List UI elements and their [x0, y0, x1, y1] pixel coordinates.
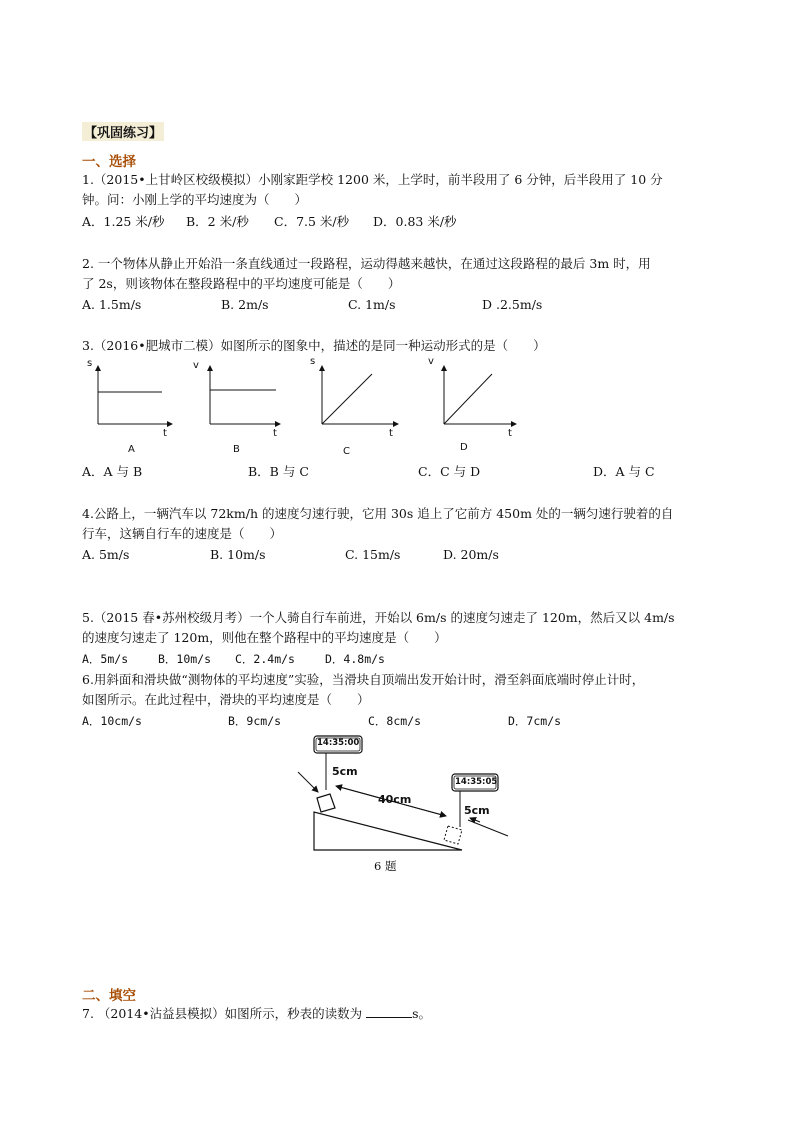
block-bottom	[444, 826, 462, 844]
graph-c-ylabel: s	[310, 356, 316, 367]
q7-answer-blank[interactable]	[366, 1006, 412, 1018]
q3-option-d: D．A 与 C	[593, 464, 655, 479]
graph-d-label: D	[460, 442, 468, 453]
q4-option-d: D. 20m/s	[443, 547, 499, 562]
q3-option-c: C．C 与 D	[418, 464, 481, 479]
q4-option-b: B. 10m/s	[210, 547, 266, 562]
graph-a	[98, 366, 172, 424]
top-block-length: 5cm	[332, 765, 358, 778]
q5-option-d: D．4.8m/s	[325, 652, 385, 666]
q1-line1: 1.（2015•上甘岭区校级模拟）小刚家距学校 1200 米，上学时，前半段用了 6 分钟，后半段用了 10 分	[82, 172, 663, 187]
graph-a-label: A	[128, 444, 135, 455]
q1-option-d: D．0.83 米/秒	[373, 214, 457, 229]
q1-option-c: C．7.5 米/秒	[274, 214, 350, 229]
figure-caption: 6 题	[374, 859, 397, 873]
q6-option-a: A．10cm/s	[82, 714, 142, 728]
q6-option-d: D．7cm/s	[508, 714, 562, 728]
q1-option-b: B．2 米/秒	[186, 214, 249, 229]
graph-b-label: B	[233, 444, 240, 455]
q3-line1: 3.（2016•肥城市二模）如图所示的图象中，描述的是同一种运动形式的是（ ）	[82, 338, 546, 353]
q4-option-a: A. 5m/s	[82, 547, 130, 562]
q4-line2: 行车，这辆自行车的速度是（ ）	[82, 526, 283, 541]
q4-option-c: C. 15m/s	[345, 547, 401, 562]
block-top	[317, 794, 335, 812]
section-title-fill: 二、填空	[82, 988, 136, 1004]
q3-option-a: A．A 与 B	[82, 464, 143, 479]
q3-option-b: B．B 与 C	[248, 464, 309, 479]
q2-option-b: B. 2m/s	[221, 297, 269, 312]
q2-option-a: A. 1.5m/s	[82, 297, 142, 312]
q5-line2: 的速度匀速走了 120m，则他在整个路程中的平均速度是（ ）	[82, 630, 447, 645]
q2-line2: 了 2s，则该物体在整段路程中的平均速度可能是（ ）	[82, 276, 401, 291]
q5-option-c: C．2.4m/s	[235, 652, 295, 666]
start-clock-time: 14:35:00	[317, 738, 360, 748]
graph-b-xlabel: t	[273, 428, 277, 439]
section-title-select: 一、选择	[82, 154, 136, 170]
q5-option-a: A．5m/s	[82, 652, 129, 666]
q4-line1: 4.公路上，一辆汽车以 72km/h 的速度匀速行驶，它用 30s 追上了它前方 450m 处的一辆匀速行驶着的自	[82, 506, 674, 521]
graph-d-ylabel: v	[428, 356, 434, 367]
q2-line1: 2. 一个物体从静止开始沿一条直线通过一段路程，运动得越来越快，在通过这段路程的最后 3m 时，用	[82, 256, 651, 271]
graph-d	[444, 366, 516, 424]
q6-option-b: B．9cm/s	[228, 714, 282, 728]
q7-unit: s。	[412, 1006, 431, 1021]
graph-a-xlabel: t	[163, 428, 167, 439]
graph-d-xlabel: t	[508, 428, 512, 439]
graph-c	[322, 366, 398, 424]
end-clock-time: 14:35:05	[455, 777, 498, 787]
graph-a-ylabel: s	[87, 358, 93, 369]
q5-option-b: B．10m/s	[158, 652, 212, 666]
q3-graphs	[80, 352, 540, 460]
q6-line1: 6.用斜面和滑块做“测物体的平均速度”实验，当滑块自顶端出发开始计时，滑至斜面底端时停止计时，	[82, 672, 645, 687]
bottom-block-length: 5cm	[464, 804, 490, 817]
q7-text: 7. （2014•沾益县模拟）如图所示，秒表的读数为	[82, 1006, 363, 1021]
q2-option-d: D .2.5m/s	[482, 297, 543, 312]
graph-b-ylabel: v	[193, 360, 199, 371]
q7-line	[82, 1006, 431, 1022]
q1-line2: 钟。问：小刚上学的平均速度为（ ）	[82, 192, 308, 207]
graph-b	[210, 366, 280, 424]
q2-option-c: C. 1m/s	[348, 297, 396, 312]
q1-option-a: A．1.25 米/秒	[82, 214, 165, 229]
practice-tag: 【巩固练习】	[82, 122, 164, 141]
graph-c-label: C	[343, 446, 350, 457]
incline-slope	[314, 812, 462, 850]
distance-label: 40cm	[378, 793, 412, 806]
q5-line1: 5.（2015 春•苏州校级月考）一个人骑自行车前进，开始以 6m/s 的速度匀速走了 120m，然后又以 4m/s	[82, 610, 675, 625]
graph-c-xlabel: t	[389, 428, 393, 439]
q6-option-c: C．8cm/s	[368, 714, 422, 728]
q6-line2: 如图所示。在此过程中，滑块的平均速度是（ ）	[82, 692, 370, 707]
